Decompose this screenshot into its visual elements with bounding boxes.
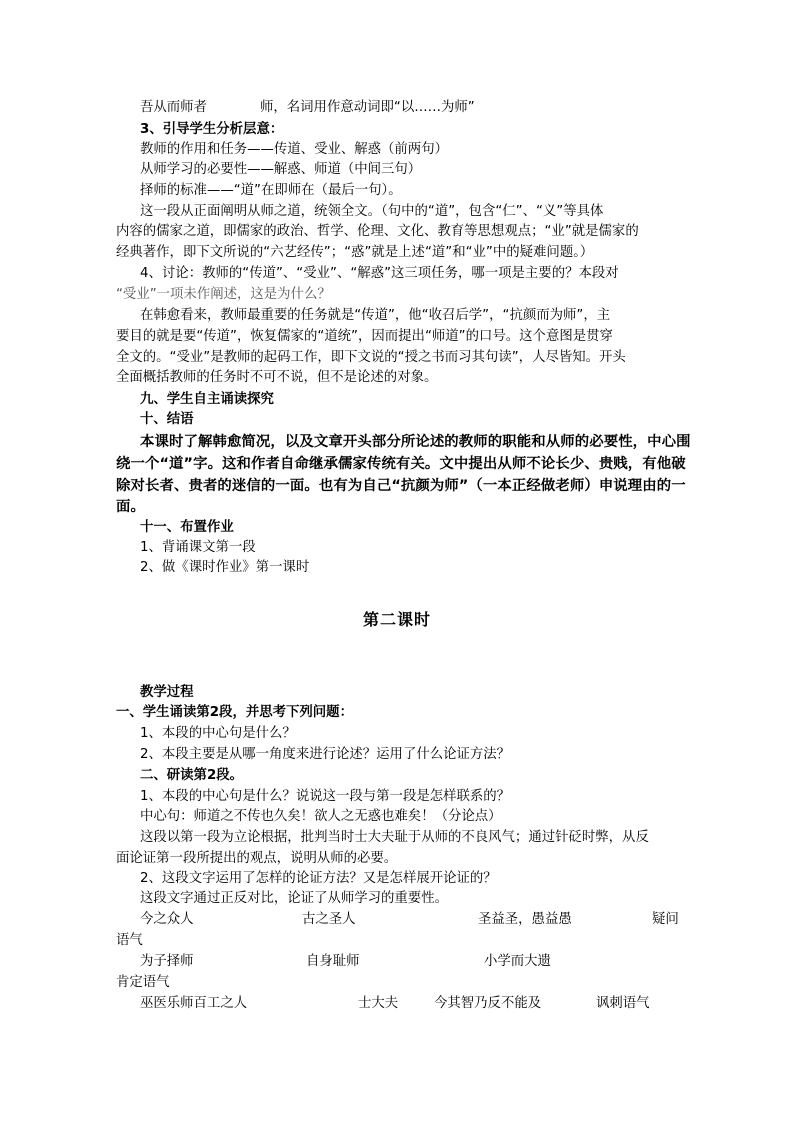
heading-11: 十一、布置作业 bbox=[140, 520, 234, 535]
table-row2-wrap: 肯定语气 bbox=[116, 975, 170, 990]
section-title: 第二课时 bbox=[362, 610, 431, 629]
line-role: 教师的作用和任务——传道、受业、解惑（前两句） bbox=[140, 142, 448, 157]
central-sentence: 中心句：师道之不传也久矣！欲人之无惑也难矣！（分论点） bbox=[140, 809, 502, 824]
para1-line2: 内容的儒家之道，即儒家的政治、哲学、伦理、文化、教育等思想观点；“业”就是儒家的 bbox=[116, 224, 639, 239]
analysis-line1: 这段以第一段为立论根据，批判当时士大夫耻于从师的不良风气；通过针砭时弊，从反 bbox=[140, 830, 649, 845]
para1-line3: 经典著作，即下文所说的“六艺经传”；“惑”就是上述“道”和“业”中的疑难问题。） bbox=[116, 245, 594, 260]
heading-9: 九、学生自主诵读探究 bbox=[140, 392, 274, 407]
question-1: 1、本段的中心句是什么？ bbox=[140, 726, 296, 741]
table-row1-col2: 古之圣人 bbox=[302, 912, 356, 927]
table-row2-col2: 自身耻师 bbox=[306, 954, 360, 969]
summary-line1: 本课时了解韩愈简况，以及文章开头部分所论述的教师的职能和从师的必要性，中心围 bbox=[140, 434, 691, 450]
table-row3-col2: 士大夫 bbox=[358, 996, 399, 1011]
discussion-line2: “受业”一项未作阐述，这是为什么？ bbox=[116, 287, 331, 302]
table-row1-col4: 疑问 bbox=[652, 912, 679, 927]
heading-10: 十、结语 bbox=[140, 412, 194, 427]
teaching-process: 教学过程 bbox=[140, 685, 194, 700]
contrast-summary: 这段文字通过正反对比，论证了从师学习的重要性。 bbox=[140, 891, 448, 906]
analysis-line2: 面论证第一段所提出的观点，说明从师的必要。 bbox=[116, 851, 398, 866]
table-row1-col1: 今之众人 bbox=[140, 912, 194, 927]
line-wucong: 吾从而师者 bbox=[140, 100, 207, 115]
table-row2-col1: 为子择师 bbox=[140, 954, 194, 969]
study-q1: 1、本段的中心句是什么？说说这一段与第一段是怎样联系的？ bbox=[140, 789, 511, 804]
summary-line4: 面。 bbox=[116, 499, 145, 515]
homework-1: 1、背诵课文第一段 bbox=[140, 540, 256, 555]
study-q2: 2、这段文字运用了怎样的论证方法？又是怎样展开论证的？ bbox=[140, 871, 497, 886]
heading-3: 3、引导学生分析层意： bbox=[140, 122, 284, 137]
para2-line3: 全文的。“受业”是教师的起码工作，即下文说的“授之书而习其句读”，人尽皆知。开头 bbox=[116, 350, 626, 365]
heading-part2: 二、研读第2段。 bbox=[140, 768, 244, 783]
discussion-line1: 4、讨论：教师的“传道”、“受业”、“解惑”这三项任务，哪一项是主要的？本段对 bbox=[140, 266, 619, 281]
heading-part1: 一、学生诵读第2段，并思考下列问题： bbox=[116, 705, 353, 720]
table-row1-col3: 圣益圣，愚益愚 bbox=[478, 912, 572, 927]
line-wucong-note: 师，名词用作意动词即“以……为师” bbox=[260, 100, 475, 115]
para2-line2: 要目的就是要“传道”，恢复儒家的“道统”，因而提出“师道”的口号。这个意图是贯穿 bbox=[116, 329, 613, 344]
line-standard: 择师的标准——“道”在即师在（最后一句）。 bbox=[140, 183, 402, 198]
para2-line1: 在韩愈看来，教师最重要的任务就是“传道”，他“收召后学”，“抗颜而为师”，主 bbox=[140, 308, 611, 323]
para2-line4: 全面概括教师的任务时不可不说，但不是论述的对象。 bbox=[116, 370, 438, 385]
table-row2-col3: 小学而大遗 bbox=[484, 954, 551, 969]
question-2: 2、本段主要是从哪一角度来进行论述？运用了什么论证方法？ bbox=[140, 747, 511, 762]
table-row3-col4: 讽刺语气 bbox=[596, 996, 650, 1011]
line-necessity: 从师学习的必要性——解惑、师道（中间三句） bbox=[140, 162, 422, 177]
summary-line2: 绕一个“道”字。这和作者自命继承儒家传统有关。文中提出从师不论长少、贵贱，有他破 bbox=[116, 456, 686, 472]
table-row3-col3: 今其智乃反不能及 bbox=[434, 996, 542, 1011]
summary-line3: 除对长者、贵者的迷信的一面。也有为自己“抗颜为师”（一本正经做老师）申说理由的一 bbox=[116, 478, 686, 494]
table-row3-col1: 巫医乐师百工之人 bbox=[140, 996, 248, 1011]
homework-2: 2、做《课时作业》第一课时 bbox=[140, 560, 310, 575]
para1-line1: 这一段从正面阐明从师之道，统领全文。（句中的“道”，包含“仁”、“义”等具体 bbox=[140, 204, 604, 219]
table-row1-wrap: 语气 bbox=[116, 933, 143, 948]
